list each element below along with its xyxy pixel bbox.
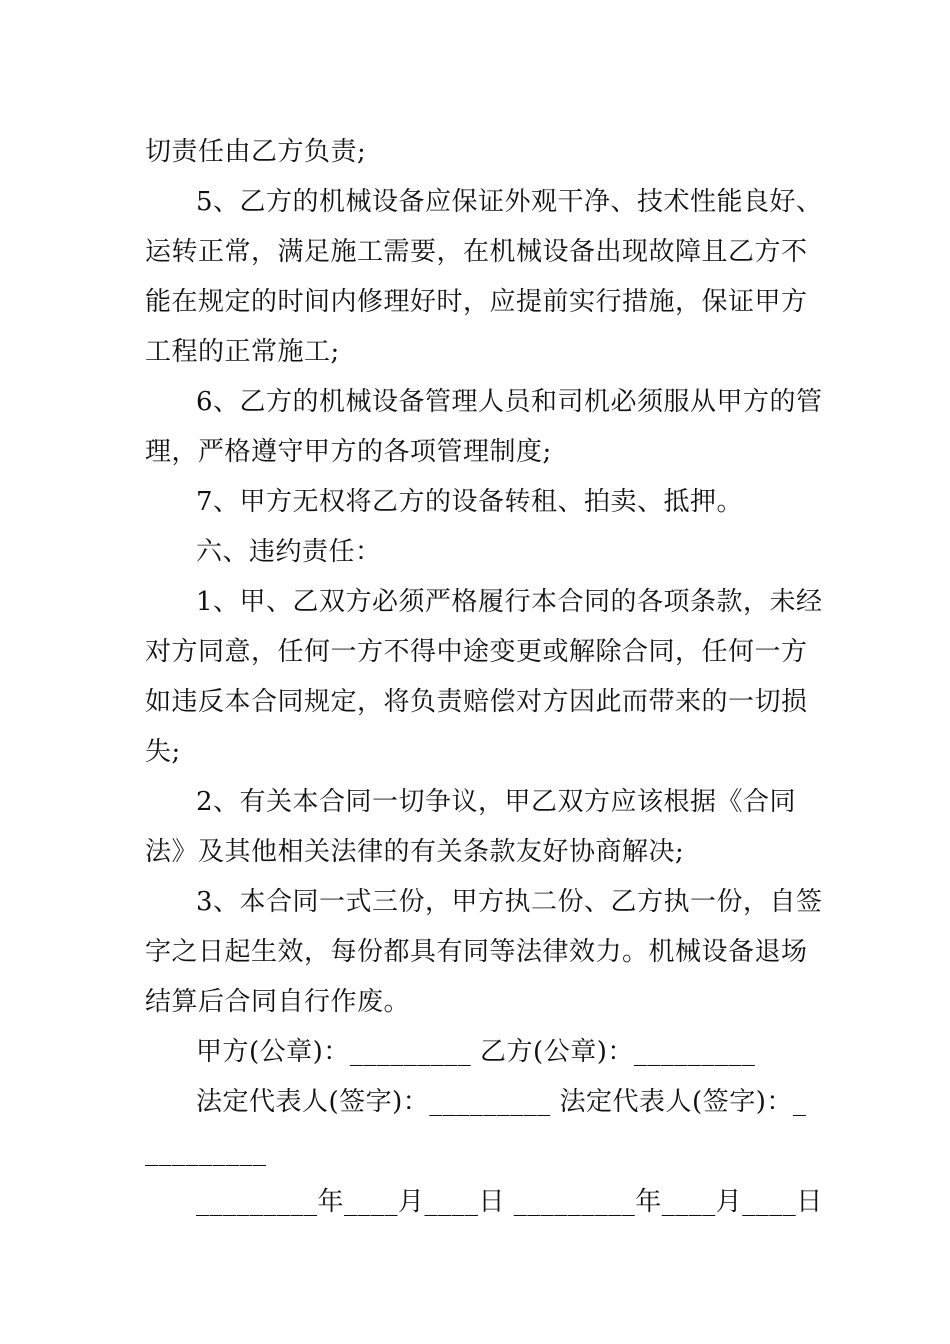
- clause-6-line: 6、乙方的机械设备管理人员和司机必须服从甲方的管: [196, 387, 823, 417]
- clause-5-line: 5、乙方的机械设备应保证外观干净、技术性能良好、: [196, 187, 823, 217]
- text-line: 切责任由乙方负责;: [145, 137, 367, 167]
- signature-date-line: _________年____月____日 _________年____月____日: [196, 1187, 823, 1217]
- text-line: 如违反本合同规定，将负责赔偿对方因此而带来的一切损: [145, 687, 808, 717]
- section-heading: 六、违约责任：: [196, 537, 382, 567]
- clause-3-line: 3、本合同一式三份，甲方执二份、乙方执一份，自签: [196, 887, 823, 917]
- text-line: 对方同意，任何一方不得中途变更或解除合同，任何一方: [145, 637, 808, 667]
- text-line: 结算后合同自行作废。: [145, 987, 411, 1017]
- text-line: 理，严格遵守甲方的各项管理制度;: [145, 437, 552, 467]
- clause-2-line: 2、有关本合同一切争议，甲乙双方应该根据《合同: [196, 787, 797, 817]
- text-line: 工程的正常施工;: [145, 337, 340, 367]
- text-line: 能在规定的时间内修理好时，应提前实行措施，保证甲方: [145, 287, 808, 317]
- signature-seal-line: 甲方(公章)：_________ 乙方(公章)：_________: [196, 1037, 756, 1067]
- clause-7-line: 7、甲方无权将乙方的设备转租、拍卖、抵押。: [196, 487, 744, 517]
- text-line: 字之日起生效，每份都具有同等法律效力。机械设备退场: [145, 937, 808, 967]
- signature-blank-line: _________: [145, 1137, 267, 1167]
- text-line: 法》及其他相关法律的有关条款友好协商解决;: [145, 837, 685, 867]
- text-line: 运转正常，满足施工需要，在机械设备出现故障且乙方不: [145, 237, 808, 267]
- signature-representative-line: 法定代表人(签字)：_________ 法定代表人(签字)：_: [196, 1087, 807, 1117]
- clause-1-line: 1、甲、乙双方必须严格履行本合同的各项条款，未经: [196, 587, 823, 617]
- text-line: 失;: [145, 737, 181, 767]
